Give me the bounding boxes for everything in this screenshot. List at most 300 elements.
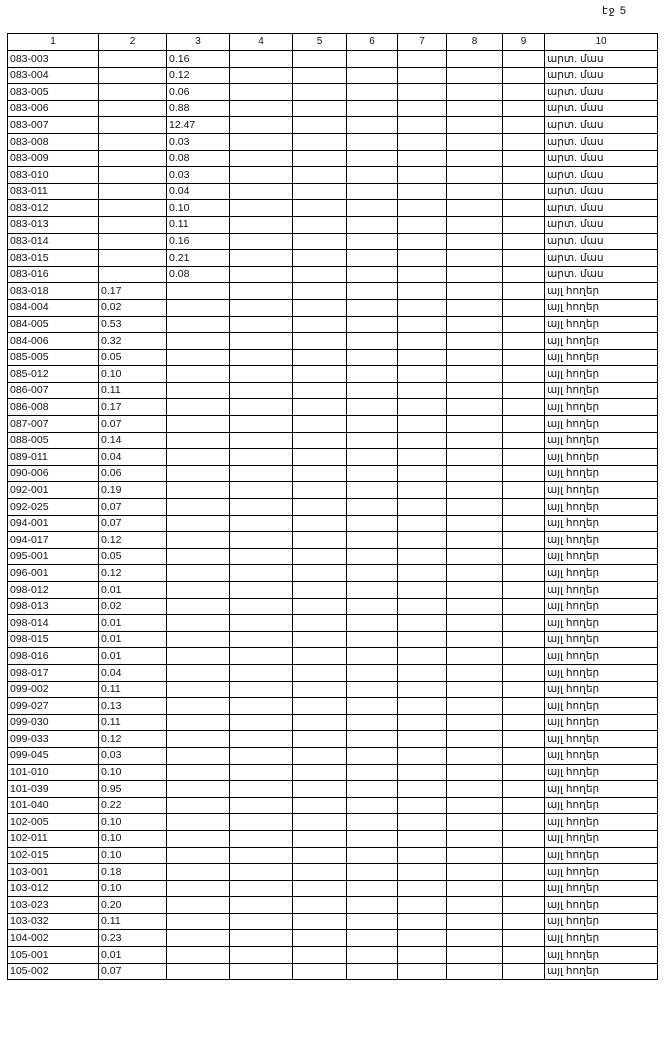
area-col2-cell: 0.07 (99, 416, 167, 433)
empty-cell (230, 582, 293, 599)
parcel-code-cell: 085-005 (8, 349, 99, 366)
empty-cell (347, 747, 398, 764)
empty-cell (347, 764, 398, 781)
table-row (8, 582, 658, 599)
empty-cell (447, 930, 503, 947)
empty-cell (230, 714, 293, 731)
table-row (8, 316, 658, 333)
empty-cell (398, 830, 447, 847)
empty-cell (293, 930, 347, 947)
land-type-cell: արտ. մաս (545, 200, 658, 217)
land-type-cell: արտ. մաս (545, 133, 658, 150)
area-col3-cell: 0.10 (167, 200, 230, 217)
land-type-cell: այլ հողեր (545, 565, 658, 582)
area-col2-cell: 0.10 (99, 764, 167, 781)
empty-cell (293, 781, 347, 798)
area-col3-cell (167, 366, 230, 383)
empty-cell (447, 947, 503, 964)
area-col2-cell: 0.01 (99, 615, 167, 632)
empty-cell (293, 847, 347, 864)
table-row (8, 880, 658, 897)
empty-cell (447, 731, 503, 748)
empty-cell (230, 465, 293, 482)
empty-cell (347, 117, 398, 134)
empty-cell (293, 664, 347, 681)
parcel-code-cell: 098-013 (8, 598, 99, 615)
area-col2-cell: 0.17 (99, 283, 167, 300)
empty-cell (398, 100, 447, 117)
parcel-code-cell: 099-033 (8, 731, 99, 748)
empty-cell (347, 681, 398, 698)
area-col3-cell (167, 316, 230, 333)
empty-cell (398, 250, 447, 267)
parcel-code-cell: 099-027 (8, 698, 99, 715)
area-col2-cell (99, 84, 167, 101)
area-col3-cell (167, 880, 230, 897)
empty-cell (230, 416, 293, 433)
empty-cell (503, 117, 545, 134)
area-col3-cell (167, 532, 230, 549)
empty-cell (447, 349, 503, 366)
empty-cell (293, 548, 347, 565)
empty-cell (503, 499, 545, 516)
table-row (8, 465, 658, 482)
land-type-cell: այլ հողեր (545, 449, 658, 466)
parcel-code-cell: 083-003 (8, 51, 99, 68)
area-col2-cell: 0.12 (99, 532, 167, 549)
empty-cell (398, 648, 447, 665)
empty-cell (447, 299, 503, 316)
area-col3-cell: 0.08 (167, 150, 230, 167)
area-col2-cell (99, 250, 167, 267)
land-type-cell: այլ հողեր (545, 847, 658, 864)
empty-cell (293, 565, 347, 582)
area-col3-cell: 0.04 (167, 183, 230, 200)
empty-cell (398, 698, 447, 715)
empty-cell (293, 465, 347, 482)
area-col3-cell (167, 482, 230, 499)
parcel-code-cell: 083-009 (8, 150, 99, 167)
empty-cell (293, 266, 347, 283)
area-col2-cell (99, 233, 167, 250)
land-type-cell: այլ հողեր (545, 482, 658, 499)
empty-cell (347, 963, 398, 980)
empty-cell (230, 117, 293, 134)
table-row (8, 133, 658, 150)
empty-cell (398, 681, 447, 698)
empty-cell (293, 233, 347, 250)
empty-cell (447, 615, 503, 632)
table-row (8, 897, 658, 914)
empty-cell (347, 51, 398, 68)
parcel-code-cell: 098-016 (8, 648, 99, 665)
empty-cell (503, 382, 545, 399)
area-col3-cell: 0.21 (167, 250, 230, 267)
empty-cell (447, 150, 503, 167)
table-row (8, 416, 658, 433)
land-type-cell: այլ հողեր (545, 963, 658, 980)
empty-cell (398, 233, 447, 250)
empty-cell (347, 399, 398, 416)
empty-cell (293, 499, 347, 516)
parcel-code-cell: 084-006 (8, 333, 99, 350)
land-type-cell: արտ. մաս (545, 150, 658, 167)
table-header-row (8, 34, 658, 51)
empty-cell (447, 648, 503, 665)
empty-cell (293, 731, 347, 748)
empty-cell (398, 200, 447, 217)
table-row (8, 233, 658, 250)
empty-cell (503, 814, 545, 831)
empty-cell (293, 67, 347, 84)
empty-cell (398, 283, 447, 300)
empty-cell (503, 333, 545, 350)
empty-cell (503, 51, 545, 68)
land-type-cell: այլ հողեր (545, 814, 658, 831)
empty-cell (347, 449, 398, 466)
land-type-cell: արտ. մաս (545, 216, 658, 233)
table-row (8, 830, 658, 847)
land-type-cell: այլ հողեր (545, 698, 658, 715)
area-col3-cell (167, 947, 230, 964)
area-col3-cell (167, 963, 230, 980)
empty-cell (293, 316, 347, 333)
parcel-code-cell: 103-023 (8, 897, 99, 914)
empty-cell (347, 615, 398, 632)
empty-cell (398, 499, 447, 516)
area-col3-cell: 0.08 (167, 266, 230, 283)
table-row (8, 913, 658, 930)
parcel-code-cell: 103-032 (8, 913, 99, 930)
table-row (8, 781, 658, 798)
area-col3-cell (167, 930, 230, 947)
column-header-2: 2 (99, 34, 167, 51)
land-type-cell: այլ հողեր (545, 366, 658, 383)
empty-cell (398, 133, 447, 150)
empty-cell (447, 333, 503, 350)
table-row (8, 731, 658, 748)
page-number: էջ 5 (602, 5, 627, 17)
empty-cell (230, 67, 293, 84)
area-col2-cell: 0.11 (99, 681, 167, 698)
empty-cell (293, 299, 347, 316)
area-col3-cell (167, 781, 230, 798)
empty-cell (347, 781, 398, 798)
empty-cell (293, 349, 347, 366)
empty-cell (230, 366, 293, 383)
empty-cell (398, 947, 447, 964)
column-header-5: 5 (293, 34, 347, 51)
empty-cell (347, 880, 398, 897)
table-row (8, 382, 658, 399)
empty-cell (503, 482, 545, 499)
land-type-cell: արտ. մաս (545, 67, 658, 84)
table-row (8, 648, 658, 665)
empty-cell (230, 482, 293, 499)
empty-cell (347, 233, 398, 250)
area-col2-cell: 0.17 (99, 399, 167, 416)
parcel-code-cell: 083-004 (8, 67, 99, 84)
area-col3-cell: 0.06 (167, 84, 230, 101)
area-col2-cell: 0.10 (99, 366, 167, 383)
parcel-code-cell: 102-011 (8, 830, 99, 847)
empty-cell (447, 681, 503, 698)
empty-cell (503, 283, 545, 300)
empty-cell (347, 133, 398, 150)
empty-cell (230, 84, 293, 101)
area-col2-cell: 0.03 (99, 747, 167, 764)
land-type-cell: այլ հողեր (545, 631, 658, 648)
table-row (8, 963, 658, 980)
land-type-cell: այլ հողեր (545, 465, 658, 482)
empty-cell (347, 913, 398, 930)
empty-cell (447, 100, 503, 117)
empty-cell (230, 747, 293, 764)
column-header-9: 9 (503, 34, 545, 51)
empty-cell (503, 913, 545, 930)
parcel-code-cell: 103-001 (8, 864, 99, 881)
empty-cell (347, 250, 398, 267)
empty-cell (293, 947, 347, 964)
empty-cell (503, 515, 545, 532)
empty-cell (347, 814, 398, 831)
empty-cell (447, 250, 503, 267)
area-col3-cell: 0.12 (167, 67, 230, 84)
empty-cell (230, 830, 293, 847)
land-type-cell: այլ հողեր (545, 747, 658, 764)
empty-cell (503, 731, 545, 748)
empty-cell (230, 731, 293, 748)
empty-cell (347, 283, 398, 300)
table-row (8, 449, 658, 466)
empty-cell (503, 349, 545, 366)
area-col2-cell: 0.11 (99, 913, 167, 930)
empty-cell (447, 167, 503, 184)
empty-cell (447, 598, 503, 615)
empty-cell (230, 299, 293, 316)
empty-cell (230, 930, 293, 947)
empty-cell (293, 84, 347, 101)
empty-cell (447, 897, 503, 914)
empty-cell (347, 598, 398, 615)
area-col2-cell: 0.23 (99, 930, 167, 947)
empty-cell (347, 515, 398, 532)
empty-cell (398, 864, 447, 881)
empty-cell (293, 714, 347, 731)
area-col2-cell (99, 167, 167, 184)
empty-cell (503, 548, 545, 565)
table-row (8, 67, 658, 84)
empty-cell (347, 366, 398, 383)
empty-cell (447, 698, 503, 715)
area-col2-cell: 0.32 (99, 333, 167, 350)
table-row (8, 183, 658, 200)
area-col2-cell: 0.01 (99, 947, 167, 964)
land-type-cell: այլ հողեր (545, 615, 658, 632)
empty-cell (503, 698, 545, 715)
column-header-3: 3 (167, 34, 230, 51)
empty-cell (398, 366, 447, 383)
empty-cell (230, 133, 293, 150)
empty-cell (447, 117, 503, 134)
empty-cell (398, 797, 447, 814)
empty-cell (293, 216, 347, 233)
empty-cell (398, 913, 447, 930)
land-type-cell: այլ հողեր (545, 582, 658, 599)
area-col2-cell: 0.04 (99, 664, 167, 681)
empty-cell (447, 416, 503, 433)
land-type-cell: այլ հողեր (545, 664, 658, 681)
empty-cell (503, 399, 545, 416)
area-col2-cell: 0.12 (99, 731, 167, 748)
empty-cell (230, 681, 293, 698)
empty-cell (398, 399, 447, 416)
area-col3-cell (167, 349, 230, 366)
area-col3-cell: 0.03 (167, 133, 230, 150)
land-type-cell: այլ հողեր (545, 515, 658, 532)
empty-cell (503, 266, 545, 283)
area-col2-cell: 0.02 (99, 598, 167, 615)
area-col2-cell: 0.12 (99, 565, 167, 582)
empty-cell (447, 216, 503, 233)
empty-cell (230, 216, 293, 233)
parcel-code-cell: 098-014 (8, 615, 99, 632)
area-col3-cell (167, 731, 230, 748)
empty-cell (503, 897, 545, 914)
empty-cell (447, 515, 503, 532)
empty-cell (398, 598, 447, 615)
empty-cell (293, 333, 347, 350)
land-type-cell: այլ հողեր (545, 416, 658, 433)
land-type-cell: այլ հողեր (545, 299, 658, 316)
empty-cell (447, 499, 503, 516)
empty-cell (398, 449, 447, 466)
table-row (8, 515, 658, 532)
parcel-code-cell: 099-002 (8, 681, 99, 698)
empty-cell (293, 117, 347, 134)
empty-cell (398, 299, 447, 316)
empty-cell (503, 150, 545, 167)
column-header-4: 4 (230, 34, 293, 51)
empty-cell (447, 200, 503, 217)
empty-cell (293, 515, 347, 532)
area-col2-cell (99, 117, 167, 134)
area-col3-cell: 0.11 (167, 216, 230, 233)
empty-cell (347, 582, 398, 599)
empty-cell (347, 947, 398, 964)
empty-cell (503, 930, 545, 947)
land-type-cell: այլ հողեր (545, 864, 658, 881)
table-row (8, 366, 658, 383)
land-type-cell: այլ հողեր (545, 947, 658, 964)
empty-cell (398, 349, 447, 366)
area-col2-cell: 0.04 (99, 449, 167, 466)
empty-cell (347, 714, 398, 731)
empty-cell (347, 432, 398, 449)
area-col2-cell (99, 216, 167, 233)
empty-cell (503, 565, 545, 582)
empty-cell (347, 482, 398, 499)
empty-cell (447, 233, 503, 250)
parcel-code-cell: 085-012 (8, 366, 99, 383)
empty-cell (347, 548, 398, 565)
table-row (8, 681, 658, 698)
area-col3-cell (167, 913, 230, 930)
land-type-cell: այլ հողեր (545, 781, 658, 798)
empty-cell (230, 797, 293, 814)
area-col2-cell: 0.05 (99, 548, 167, 565)
empty-cell (398, 963, 447, 980)
area-col3-cell (167, 382, 230, 399)
area-col2-cell: 0.06 (99, 465, 167, 482)
empty-cell (230, 897, 293, 914)
land-type-cell: այլ հողեր (545, 548, 658, 565)
empty-cell (347, 416, 398, 433)
land-type-cell: այլ հողեր (545, 714, 658, 731)
empty-cell (230, 548, 293, 565)
table-row (8, 266, 658, 283)
area-col3-cell (167, 897, 230, 914)
table-row (8, 167, 658, 184)
parcel-code-cell: 083-016 (8, 266, 99, 283)
table-row (8, 349, 658, 366)
area-col3-cell (167, 582, 230, 599)
parcel-code-cell: 083-018 (8, 283, 99, 300)
empty-cell (398, 747, 447, 764)
empty-cell (447, 847, 503, 864)
empty-cell (230, 449, 293, 466)
empty-cell (503, 947, 545, 964)
empty-cell (447, 963, 503, 980)
area-col3-cell (167, 548, 230, 565)
empty-cell (503, 880, 545, 897)
table-row (8, 947, 658, 964)
land-type-cell: այլ հողեր (545, 913, 658, 930)
empty-cell (230, 499, 293, 516)
empty-cell (398, 631, 447, 648)
area-col2-cell (99, 266, 167, 283)
empty-cell (503, 830, 545, 847)
area-col2-cell: 0.11 (99, 382, 167, 399)
empty-cell (230, 880, 293, 897)
parcel-code-cell: 087-007 (8, 416, 99, 433)
area-col2-cell: 0.53 (99, 316, 167, 333)
table-body (8, 51, 658, 980)
empty-cell (503, 747, 545, 764)
table-row (8, 100, 658, 117)
table-row (8, 200, 658, 217)
empty-cell (503, 366, 545, 383)
parcel-code-cell: 084-004 (8, 299, 99, 316)
area-col2-cell: 0.20 (99, 897, 167, 914)
area-col3-cell: 0.88 (167, 100, 230, 117)
parcel-code-cell: 102-005 (8, 814, 99, 831)
land-type-cell: այլ հողեր (545, 333, 658, 350)
empty-cell (503, 648, 545, 665)
empty-cell (230, 51, 293, 68)
empty-cell (230, 947, 293, 964)
empty-cell (293, 482, 347, 499)
empty-cell (503, 84, 545, 101)
area-col2-cell (99, 67, 167, 84)
empty-cell (293, 681, 347, 698)
empty-cell (398, 615, 447, 632)
empty-cell (347, 183, 398, 200)
empty-cell (293, 897, 347, 914)
land-type-cell: այլ հողեր (545, 930, 658, 947)
area-col3-cell (167, 797, 230, 814)
area-col3-cell (167, 399, 230, 416)
